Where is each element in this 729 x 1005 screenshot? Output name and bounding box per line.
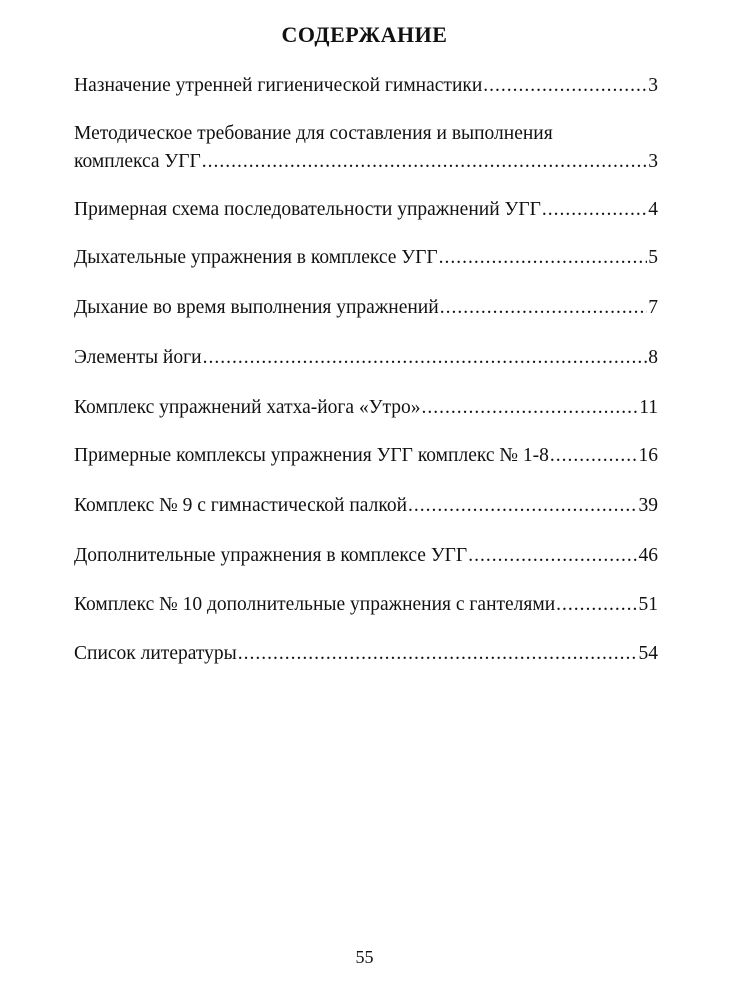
dot-leader [238, 640, 638, 668]
toc-entry-text: Примерная схема последовательности упражнений УГГ [74, 199, 541, 220]
toc-entry [74, 394, 658, 422]
page-title: СОДЕРЖАНИЕ [281, 22, 448, 47]
toc-entry-text: Дополнительные упражнения в комплексе УГГ [74, 545, 468, 566]
toc-entry-page: 51 [638, 594, 658, 615]
toc-entry [74, 72, 658, 100]
toc-entry-page: 7 [648, 297, 658, 318]
toc-entry-page: 3 [648, 151, 658, 172]
toc-entry [74, 344, 658, 372]
toc-entry-text: Комплекс № 10 дополнительные упражнения с гантелями [74, 594, 556, 615]
toc-entry-text-line1: Методическое требование для составления и выполнения [74, 123, 553, 144]
toc-entry [74, 120, 658, 176]
toc-entry [74, 196, 658, 224]
toc-entry-text: Назначение утренней гигиенической гимнастики [74, 75, 483, 96]
toc-entry [74, 244, 658, 272]
toc-entry-text: Комплекс № 9 с гимнастической палкой [74, 495, 408, 516]
dot-leader [440, 294, 648, 322]
toc-entry-page: 46 [638, 545, 658, 566]
dot-leader [542, 196, 647, 224]
toc-entry-text: Примерные комплексы упражнения УГГ комплекс № 1-8 [74, 445, 549, 466]
toc-entry-page: 54 [638, 643, 658, 664]
toc-entry-text: Элементы йоги [74, 347, 202, 368]
dot-leader [202, 148, 647, 176]
toc-entry-page: 16 [638, 445, 658, 466]
page-number: 55 [355, 947, 374, 967]
dot-leader [422, 394, 639, 422]
toc-entry-text: Комплекс упражнений хатха-йога «Утро» [74, 397, 421, 418]
dot-leader [550, 442, 638, 470]
toc-entry-text: Дыхательные упражнения в комплексе УГГ [74, 247, 438, 268]
dot-leader [556, 591, 637, 619]
toc-entry [74, 542, 658, 570]
toc-entry-page: 11 [639, 397, 658, 418]
toc-entry-page: 4 [648, 199, 658, 220]
dot-leader [439, 244, 648, 272]
toc-entry-page: 39 [638, 495, 658, 516]
toc-entry-page: 5 [648, 247, 658, 268]
toc-entry-text: Дыхание во время выполнения упражнений [74, 297, 439, 318]
dot-leader [483, 72, 647, 100]
toc-entry [74, 294, 658, 322]
toc-entry-text: Список литературы [74, 643, 237, 664]
toc-entry [74, 442, 658, 470]
toc-entry-text: комплекса УГГ [74, 151, 201, 172]
toc-entry [74, 640, 658, 668]
toc-entry-page: 3 [648, 75, 658, 96]
toc-entry [74, 591, 658, 619]
dot-leader [203, 344, 648, 372]
toc-entry-page: 8 [648, 347, 658, 368]
dot-leader [408, 492, 637, 520]
toc-entry [74, 492, 658, 520]
dot-leader [468, 542, 637, 570]
